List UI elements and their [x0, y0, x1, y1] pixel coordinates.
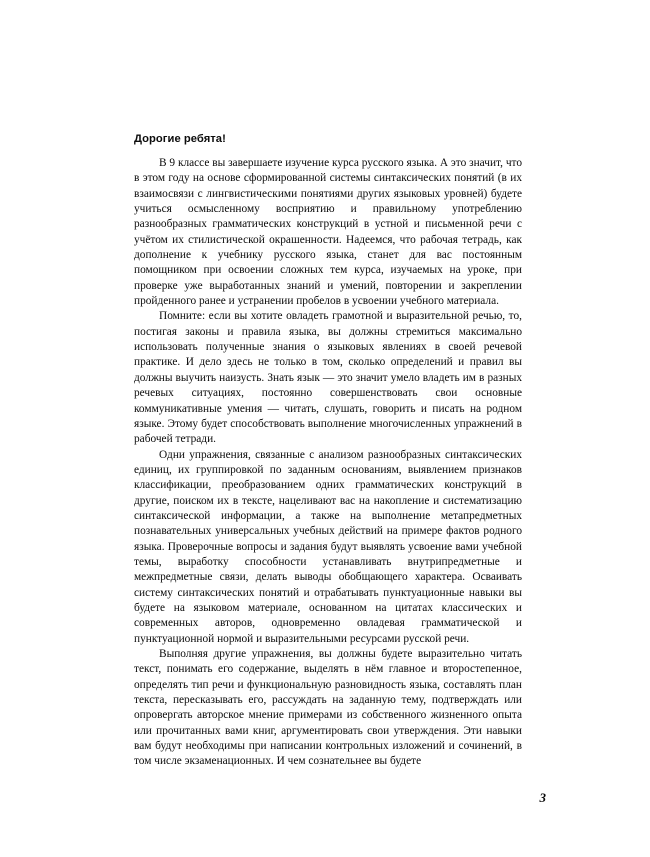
body-paragraph: Помните: если вы хотите овладеть грамотной и выразительной речью, то, постигая законы и правила языка, вы должны стремиться максимально использовать полученные знания о языковых явлениях в своей речевой практике. И дело здесь не только в том, сколько определений и правил вы должны выучить наизусть. Знать язык — это значит умело владеть им в разных речевых ситуациях, постоянно совершенствовать свои основные коммуникативные умения — читать, слушать, говорить и писать на родном языке. Этому будет способствовать выполнение многочисленных упражнений в рабочей тетради.	[134, 310, 522, 446]
body-paragraph: В 9 классе вы завершаете изучение курса русского языка. А это значит, что в этом году на основе сформированной системы синтаксических понятий (в их взаимосвязи с лингвистическими понятиями других языковых уровней) будете учиться осмысленному восприятию и правильному употреблению разнообразных грамматических конструкций в устной и письменной речи с учётом их стилистической окрашенности. Надеемся, что рабочая тетрадь, как дополнение к учебнику русского языка, станет для вас постоянным помощником при освоении сложных тем курса, изучаемых на уроке, при проверке уже выработанных знаний и умений, повторении и закреплении пройденного ранее и устранении пробелов в усвоении учебного материала.	[134, 157, 522, 308]
page-text-body	[134, 132, 522, 770]
page-heading: Дорогие ребята!	[134, 133, 226, 145]
body-paragraph: Выполняя другие упражнения, вы должны будете выразительно читать текст, понимать его содержание, выделять в нём главное и второстепенное, определять тип речи и функциональную разновидность языка, составлять план текста, пересказывать его, рассуждать на заданную тему, подтверждать или опровергать авторское мнение примерами из собственного жизненного опыта или прочитанных вами книг, аргументировать свои утверждения. Эти навыки вам будут необходимы при написании контрольных изложений и сочинений, в том числе экзаменационных. И чем сознательнее вы будете	[134, 648, 522, 768]
page-number: 3	[539, 790, 546, 805]
body-paragraph: Одни упражнения, связанные с анализом разнообразных синтаксических единиц, их группировкой по заданным основаниям, выявлением признаков классификации, преобразованием одних грамматических конструкций в другие, поиском их в тексте, нацеливают вас на накопление и систематизацию синтаксической информации, а также на выполнение метапредметных познавательных универсальных учебных действий на примере фактов родного языка. Проверочные вопросы и задания будут выявлять усвоение вами учебной темы, выработку способности устанавливать внутрипредметные и межпредметные связи, делать выводы обобщающего характера. Осваивать систему синтаксических понятий и отрабатывать пунктуационные навыки вы будете на языковом материале, основанном на цитатах классических и современных авторов, одновременно овладевая грамматической и пунктуационной нормой и выразительными ресурсами русской речи.	[134, 448, 522, 645]
